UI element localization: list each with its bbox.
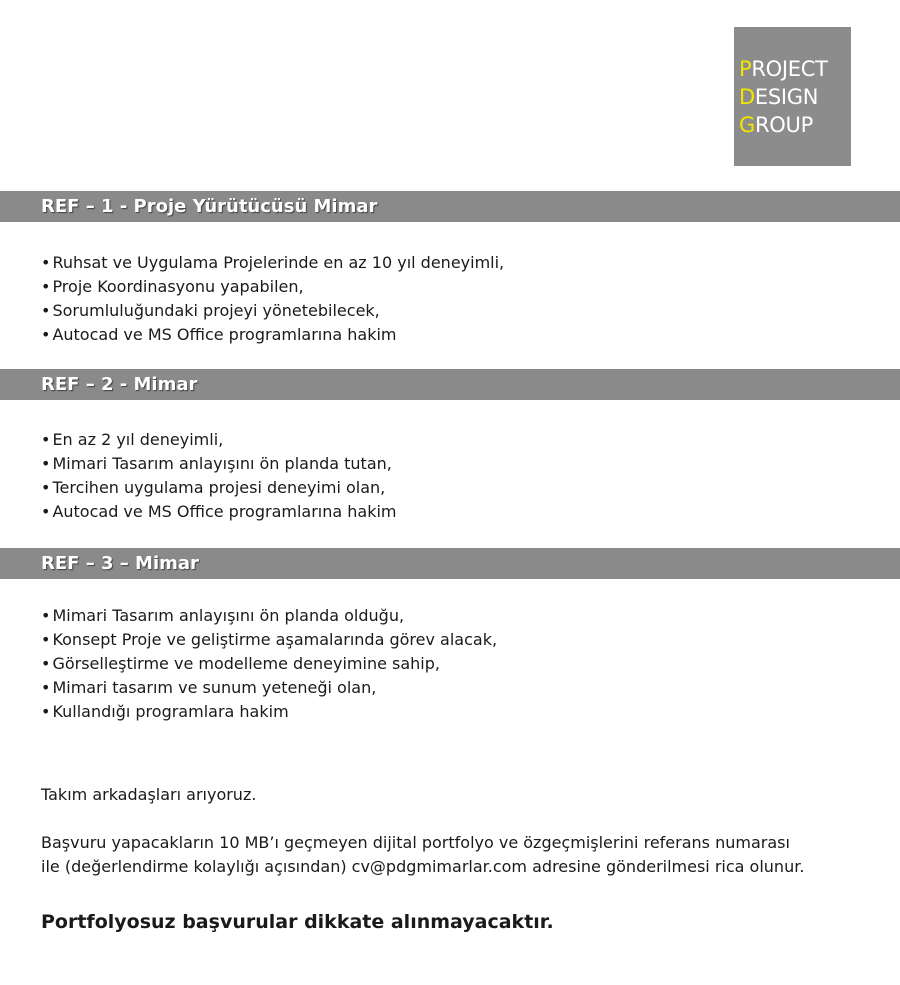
team-announcement: Takım arkadaşları arıyoruz. bbox=[41, 785, 257, 804]
bullet-icon: • bbox=[41, 630, 51, 649]
list-item bbox=[41, 604, 497, 628]
list-item-text: Mimari Tasarım anlayışını ön planda tutan, bbox=[52, 454, 392, 473]
bullet-icon: • bbox=[41, 430, 51, 449]
list-item bbox=[41, 652, 497, 676]
list-item bbox=[41, 700, 497, 724]
requirements-list-ref-1 bbox=[41, 251, 504, 347]
requirements-list-ref-2 bbox=[41, 428, 397, 524]
requirements-list-ref-3 bbox=[41, 604, 497, 724]
list-item bbox=[41, 251, 504, 275]
list-item bbox=[41, 428, 397, 452]
list-item-text: Görselleştirme ve modelleme deneyimine sahip, bbox=[52, 654, 440, 673]
section-heading-ref-2: REF – 2 - Mimar bbox=[0, 369, 900, 400]
logo-line-rest: ROJECT bbox=[751, 57, 828, 81]
logo-line-rest: ROUP bbox=[754, 113, 813, 137]
bullet-icon: • bbox=[41, 702, 51, 721]
list-item-text: En az 2 yıl deneyimli, bbox=[52, 430, 224, 449]
list-item bbox=[41, 452, 397, 476]
application-instructions-line-1: Başvuru yapacakların 10 MB’ı geçmeyen dijital portfolyo ve özgeçmişlerini referans numarası bbox=[41, 833, 790, 852]
company-logo bbox=[734, 27, 851, 166]
list-item-text: Kullandığı programlara hakim bbox=[52, 702, 289, 721]
list-item-text: Autocad ve MS Office programlarına hakim bbox=[52, 502, 397, 521]
bullet-icon: • bbox=[41, 454, 51, 473]
bullet-icon: • bbox=[41, 654, 51, 673]
bullet-icon: • bbox=[41, 502, 51, 521]
list-item bbox=[41, 500, 397, 524]
section-heading-ref-1: REF – 1 - Proje Yürütücüsü Mimar bbox=[0, 191, 900, 222]
logo-line-rest: ESIGN bbox=[754, 85, 819, 109]
bullet-icon: • bbox=[41, 253, 51, 272]
logo-line-design bbox=[739, 83, 851, 111]
list-item-text: Mimari tasarım ve sunum yeteneği olan, bbox=[52, 678, 377, 697]
application-instructions-line-2: ile (değerlendirme kolaylığı açısından) cv@pdgmimarlar.com adresine gönderilmesi rica olunur. bbox=[41, 857, 805, 876]
list-item bbox=[41, 628, 497, 652]
list-item bbox=[41, 299, 504, 323]
list-item-text: Proje Koordinasyonu yapabilen, bbox=[52, 277, 304, 296]
bullet-icon: • bbox=[41, 325, 51, 344]
logo-initial-d: D bbox=[739, 85, 755, 109]
bullet-icon: • bbox=[41, 301, 51, 320]
bullet-icon: • bbox=[41, 277, 51, 296]
logo-line-project bbox=[739, 55, 851, 83]
logo-line-group bbox=[739, 111, 851, 139]
list-item-text: Mimari Tasarım anlayışını ön planda olduğu, bbox=[52, 606, 405, 625]
list-item bbox=[41, 676, 497, 700]
list-item-text: Ruhsat ve Uygulama Projelerinde en az 10 yıl deneyimli, bbox=[52, 253, 505, 272]
section-heading-ref-3: REF – 3 – Mimar bbox=[0, 548, 900, 579]
list-item-text: Konsept Proje ve geliştirme aşamalarında görev alacak, bbox=[52, 630, 498, 649]
portfolio-warning: Portfolyosuz başvurular dikkate alınmayacaktır. bbox=[41, 911, 554, 933]
bullet-icon: • bbox=[41, 606, 51, 625]
list-item-text: Sorumluluğundaki projeyi yönetebilecek, bbox=[52, 301, 380, 320]
logo-initial-g: G bbox=[739, 113, 755, 137]
list-item bbox=[41, 323, 504, 347]
list-item bbox=[41, 275, 504, 299]
list-item-text: Autocad ve MS Office programlarına hakim bbox=[52, 325, 397, 344]
list-item-text: Tercihen uygulama projesi deneyimi olan, bbox=[52, 478, 386, 497]
bullet-icon: • bbox=[41, 678, 51, 697]
list-item bbox=[41, 476, 397, 500]
bullet-icon: • bbox=[41, 478, 51, 497]
logo-initial-p: P bbox=[739, 57, 752, 81]
